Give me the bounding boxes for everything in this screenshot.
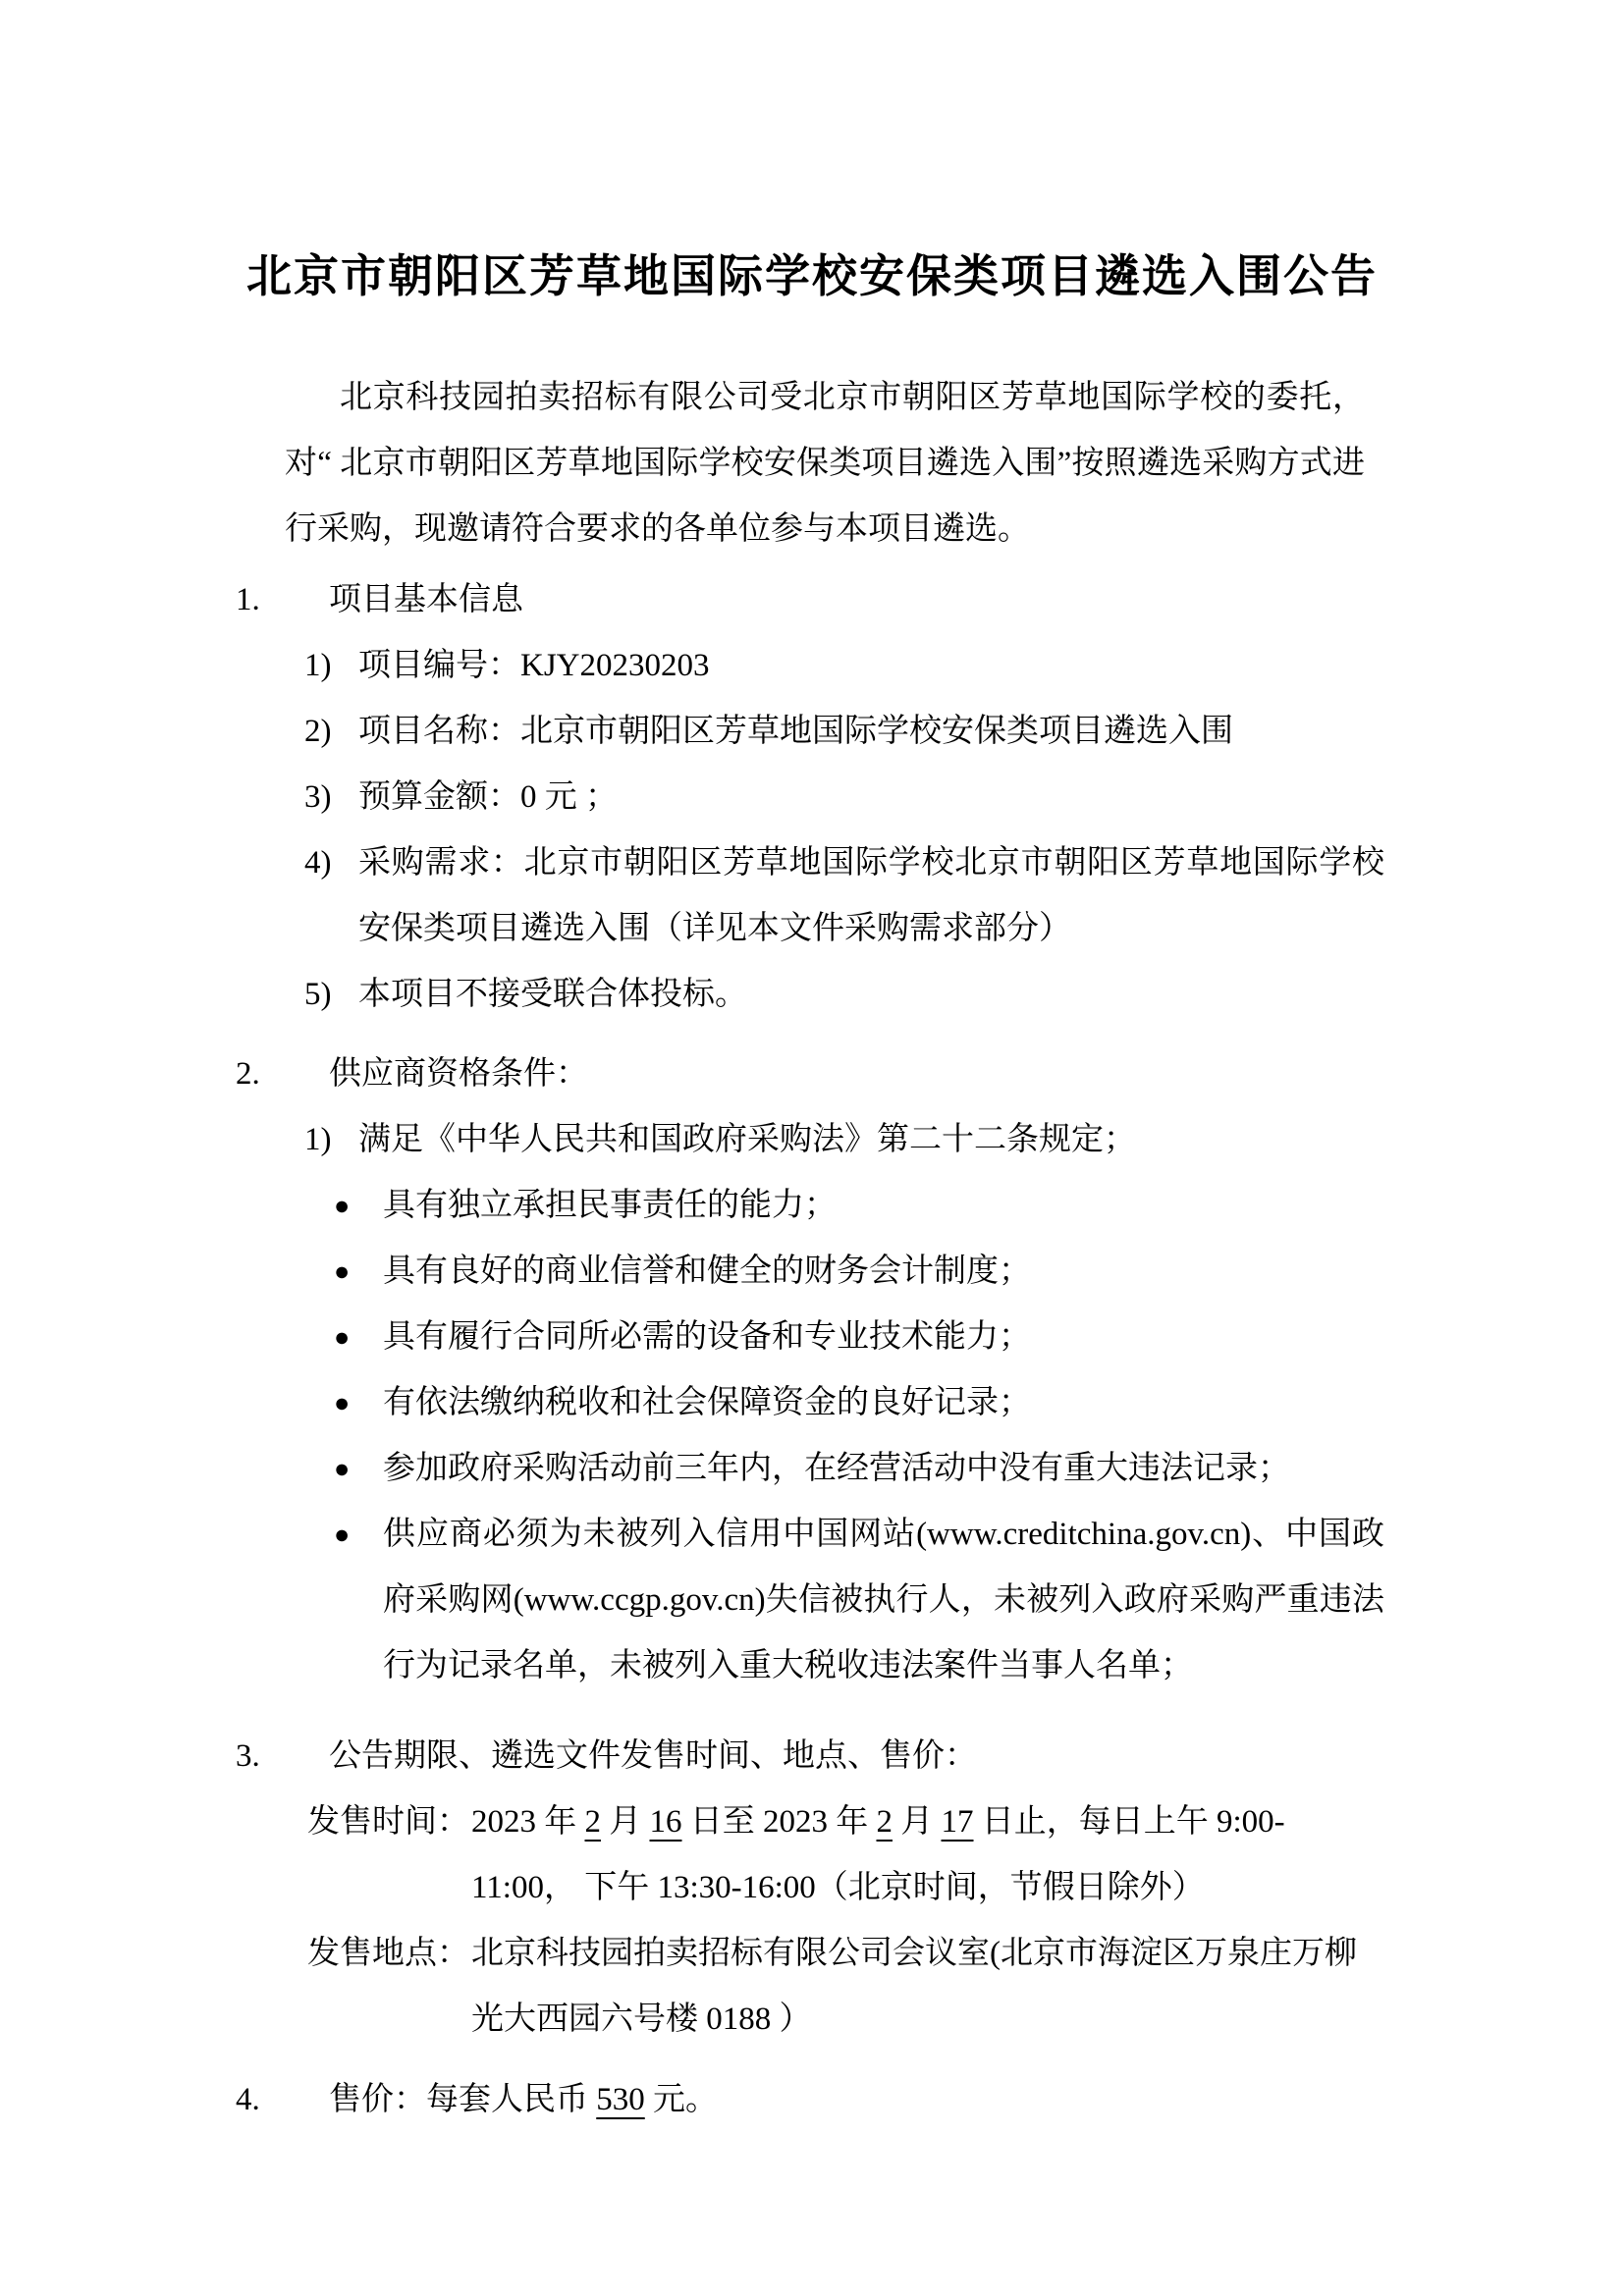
list-item-number: 5) <box>304 977 332 1012</box>
sale-time-row <box>307 1789 1624 1921</box>
list-item-number: 3) <box>304 779 332 815</box>
bullet-item <box>334 1239 1624 1305</box>
bullet-text: 参加政府采购活动前三年内，在经营活动中没有重大违法记录； <box>383 1451 1290 1486</box>
bullet-text: 有依法缴纳税收和社会保障资金的良好记录； <box>383 1385 1031 1420</box>
section-3-heading <box>236 1724 1384 1789</box>
list-item <box>304 962 1624 1028</box>
section-2-title: 供应商资格条件： <box>329 1056 588 1092</box>
bullet-icon: ● <box>334 1256 351 1286</box>
bullet-text: 具有履行合同所必需的设备和专业技术能力； <box>383 1319 1031 1355</box>
list-item-text: 满足《中华人民共和国政府采购法》第二十二条规定； <box>358 1122 1136 1157</box>
list-item-number: 1) <box>304 648 332 683</box>
intro-paragraph: 北京科技园拍卖招标有限公司受北京市朝阳区芳草地国际学校的委托，对“ 北京市朝阳区芳草地国际学校安保类项目遴选入围”按照遴选采购方式进行采购，现邀请符合要求的各单位参与本项目遴选。 <box>285 380 1365 547</box>
bullet-icon: ● <box>334 1191 351 1220</box>
section-4-heading <box>236 2067 1384 2133</box>
list-item <box>304 1107 1624 1173</box>
sale-time-label: 发售时间： <box>307 1804 469 1840</box>
sale-place-line1: 北京科技园拍卖招标有限公司会议室(北京市海淀区万泉庄万柳 <box>471 1936 1357 1971</box>
section-3-number: 3. <box>236 1738 260 1774</box>
list-item-text: 本项目不接受联合体投标。 <box>358 977 747 1012</box>
sale-place-line2: 光大西园六号楼 0188 ） <box>471 2002 812 2037</box>
list-item-number: 4) <box>304 845 332 881</box>
list-item-text: 项目编号：KJY20230203 <box>358 648 710 683</box>
list-item-number: 1) <box>304 1122 332 1157</box>
bullet-text: 供应商必须为未被列入信用中国网站(www.creditchina.gov.cn)、中国政府采购网(www.ccgp.gov.cn)失信被执行人，未被列入政府采购严重违法行为记录名单，未被列入重大税收违法案件当事人名单； <box>383 1517 1384 1683</box>
underlined-month-1: 2 <box>584 1804 601 1840</box>
section-2-number: 2. <box>236 1056 260 1092</box>
section-4-number: 4. <box>236 2082 260 2117</box>
bullet-item <box>334 1436 1624 1502</box>
bullet-item <box>334 1370 1624 1436</box>
list-item-text: 预算金额：0 元 ； <box>358 779 618 815</box>
list-item <box>304 765 1624 830</box>
section-1-heading <box>236 567 1384 633</box>
sale-time-value <box>471 1789 1394 1921</box>
list-item-text: 采购需求：北京市朝阳区芳草地国际学校北京市朝阳区芳草地国际学校安保类项目遴选入围（详见本文件采购需求部分） <box>358 845 1384 946</box>
sale-time-line2: 11:00， 下午 13:30-16:00（北京时间，节假日除外） <box>471 1870 1205 1905</box>
bullet-text: 具有独立承担民事责任的能力； <box>383 1188 837 1223</box>
bullet-icon: ● <box>334 1322 351 1352</box>
list-item <box>304 830 1624 962</box>
sale-place-row <box>307 1921 1624 2053</box>
list-item-text: 项目名称：北京市朝阳区芳草地国际学校安保类项目遴选入围 <box>358 714 1233 749</box>
underlined-month-2: 2 <box>876 1804 893 1840</box>
document-title: 北京市朝阳区芳草地国际学校安保类项目遴选入围公告 <box>246 251 1378 301</box>
bullet-item <box>334 1173 1624 1239</box>
section-4-title: 售价：每套人民币 530 元。 <box>329 2082 718 2117</box>
sale-place-value <box>471 1921 1394 2053</box>
list-item <box>304 633 1624 699</box>
underlined-price: 530 <box>596 2082 645 2117</box>
bullet-icon: ● <box>334 1454 351 1483</box>
sale-place-label: 发售地点： <box>307 1936 469 1971</box>
list-item <box>304 699 1624 765</box>
list-item-number: 2) <box>304 714 332 749</box>
bullet-text: 具有良好的商业信誉和健全的财务会计制度； <box>383 1254 1031 1289</box>
section-1-title: 项目基本信息 <box>329 582 523 617</box>
bullet-icon: ● <box>334 1520 351 1549</box>
underlined-day-2: 17 <box>941 1804 974 1840</box>
sale-time-line1: 2023 年 2 月 16 日至 2023 年 2 月 17 日止，每日上午 9:00- <box>471 1804 1285 1840</box>
bullet-icon: ● <box>334 1388 351 1417</box>
section-2-heading <box>236 1041 1384 1107</box>
underlined-day-1: 16 <box>649 1804 682 1840</box>
section-1-number: 1. <box>236 582 260 617</box>
section-3-title: 公告期限、遴选文件发售时间、地点、售价： <box>329 1738 977 1774</box>
bullet-item <box>334 1502 1624 1699</box>
bullet-item <box>334 1305 1624 1370</box>
